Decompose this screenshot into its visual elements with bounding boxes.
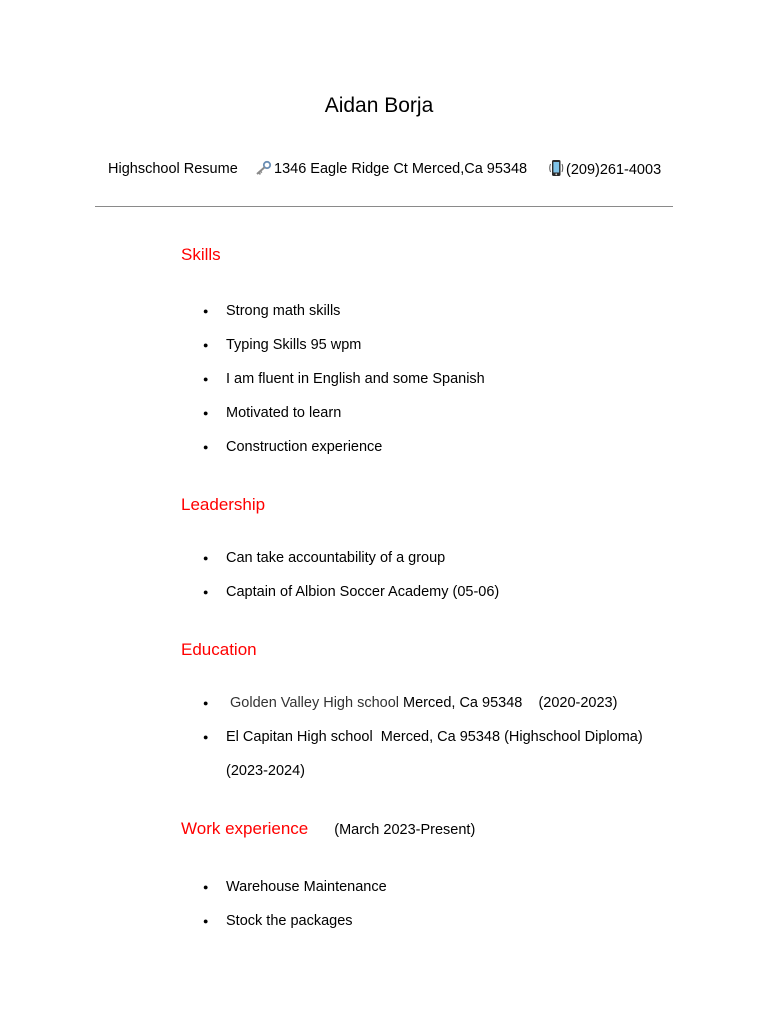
list-item: ● Construction experience [181, 430, 661, 464]
address-block [254, 159, 527, 182]
school-years: (2023-2024) [226, 763, 305, 779]
list-item: ● Stock the packages [181, 904, 661, 938]
list-item: ● Typing Skills 95 wpm [181, 328, 661, 362]
phone-block [548, 159, 661, 183]
school-location: Merced, Ca 95348 (Highschool Diploma) [380, 729, 643, 745]
school-name: El Capitan High school [226, 729, 373, 745]
address-text: 1346 Eagle Ridge Ct Merced,Ca 95348 [274, 161, 528, 177]
education-list [181, 686, 661, 788]
work-period: (March 2023-Present) [334, 822, 476, 838]
skills-list [181, 294, 661, 464]
resume-type: Highschool Resume [108, 161, 238, 177]
education-item [181, 686, 661, 720]
school-years: (2020-2023) [538, 695, 618, 711]
work-list [181, 870, 661, 938]
list-item: ● Captain of Albion Soccer Academy (05-06) [181, 575, 661, 609]
list-item: ● Strong math skills [181, 294, 661, 328]
list-item: ● Warehouse Maintenance [181, 870, 661, 904]
list-item: ● Motivated to learn [181, 396, 661, 430]
education-item [181, 720, 661, 788]
school-name: Golden Valley High school [230, 695, 399, 711]
resume-name: Aidan Borja [324, 94, 434, 117]
leadership-list [181, 541, 661, 609]
phone-icon [548, 159, 564, 183]
list-item: ● I am fluent in English and some Spanish [181, 362, 661, 396]
contact-line [108, 159, 688, 179]
skills-heading: Skills [181, 245, 221, 264]
key-icon [254, 160, 272, 182]
work-title: Work experience [181, 819, 309, 838]
work-heading [181, 818, 475, 841]
list-item: ● Can take accountability of a group [181, 541, 661, 575]
header-divider [95, 206, 673, 207]
leadership-heading: Leadership [181, 495, 266, 514]
education-heading: Education [181, 640, 257, 659]
phone-text: (209)261-4003 [566, 162, 662, 178]
school-location: Merced, Ca 95348 [403, 695, 523, 711]
